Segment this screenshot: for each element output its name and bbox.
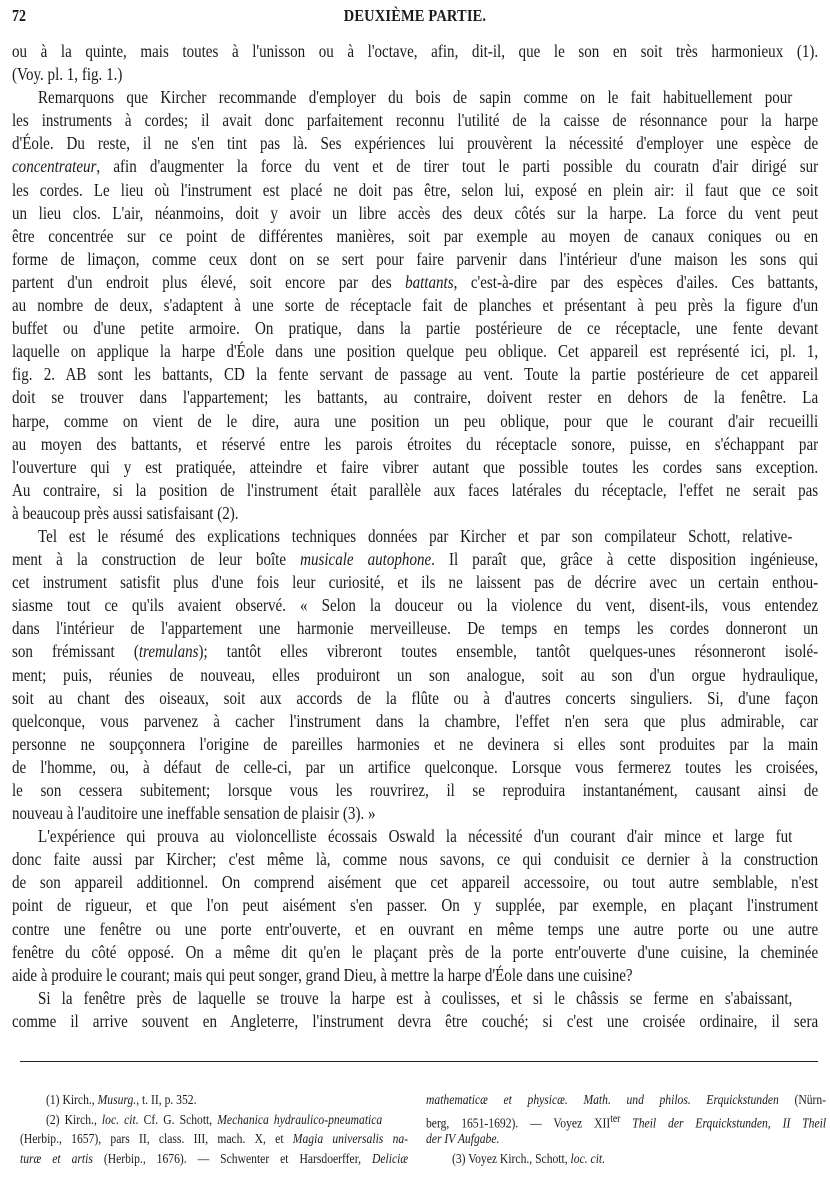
text-line-text: (Voy. pl. 1, fig. 1.) xyxy=(12,64,123,85)
text-line xyxy=(12,63,818,86)
text-line xyxy=(12,109,818,132)
text-line-text: les instruments à cordes; il avait donc parfaitement reconnu l'utilité de la caisse de résonnance pour la harpe xyxy=(12,110,819,131)
text-line-text: un lieu clos. L'air, néanmoins, doit y avoir un libre accès des deux côtés sur la harpe. La force du vent peut xyxy=(12,202,819,223)
text-line-text: l'ouverture qui y est pratiquée, atteindre et faire vibrer autant que possible toutes les cordes sans exception. xyxy=(12,456,819,477)
text-line xyxy=(12,433,818,456)
text-line-text: doit se trouver dans l'appartement; les battants, au contraire, doivent rester en dehors de la fenêtre. La xyxy=(12,387,819,408)
text-line xyxy=(12,594,818,617)
text-line xyxy=(12,825,818,848)
text-line-text: point de rigueur, et que l'on peut aisément s'en passer. On y supplée, par exemple, en plaçant l'instrument xyxy=(12,895,819,916)
footnote-line-text: der IV Aufgabe. xyxy=(426,1131,500,1146)
text-line-text: au nombre de deux, s'adaptent à une sorte de réceptacle fait de planches et présentant à peu près la figure d'un xyxy=(12,295,819,316)
text-line xyxy=(12,871,818,894)
text-line xyxy=(12,1010,818,1033)
text-line xyxy=(12,386,818,409)
text-line-text: donc faite aussi par Kircher; c'est même là, comme nous savons, ce qui conduisit ce dernier à la construction xyxy=(12,849,819,870)
text-line-text: être concentrée sur ce point de différentes manières, soit par exemple au moyen de canaux coniques ou en xyxy=(12,225,819,246)
text-line-text: Si la fenêtre près de laquelle se trouve la harpe est à coulisses, et si le châssis se ferme en s'abaissant, xyxy=(38,987,793,1008)
text-line-text: les cordes. Le lieu où l'instrument est placé ne doit pas être, selon lui, exposé en plein air: il faut que ce soit xyxy=(12,179,819,200)
text-line-text: ment à la construction de leur boîte musicale autophone. Il paraît que, grâce à cette disposition ingénieuse, xyxy=(12,549,819,570)
footnote-line-text: berg, 1651-1692). — Voyez $XII^{ter}$ Theil der Erquickstunden, II Theil xyxy=(426,1112,827,1130)
body-text xyxy=(12,40,818,1033)
text-line-text: partent d'un endroit plus élevé, soit encore par des battants, c'est-à-dire par des espèces d'ailes. Ces battants, xyxy=(12,271,819,292)
text-line-text: forme de limaçon, comme ceux dont on se sert pour faire parvenir dans l'intérieur d'une maison les sons qui xyxy=(12,248,819,269)
text-line-text: laquelle on applique la harpe d'Éole dans une position quelque peu oblique. Cet appareil est représenté ici, pl. 1, xyxy=(12,341,819,362)
text-line-text: harpe, comme on vient de le dire, aura une position un peu oblique, pour que le courant d'air recueilli xyxy=(12,410,819,431)
text-line-text: au moyen des battants, et réservé entre les parois étroites du réceptacle sonore, puisse, en s'échappant par xyxy=(12,433,819,454)
text-line-text: concentrateur, afin d'augmenter la force du vent et de tirer tout le parti possible du couratn d'air dirigé sur xyxy=(12,156,819,177)
text-line xyxy=(12,687,818,710)
footnote-line-text: turæ et artis (Herbip., 1676). — Schwenter et Harsdoerffer, Deliciæ xyxy=(20,1150,409,1166)
text-line xyxy=(12,479,818,502)
text-line xyxy=(12,941,818,964)
text-line-text: ment; puis, réunies de nouveau, elles produiront un son analogue, soit au son d'un orgue hydraulique, xyxy=(12,664,819,685)
text-line-text: fenêtre du côté opposé. On a même dit qu'en le plaçant près de la porte entr'ouverte d'une cuisine, la cheminée xyxy=(12,941,819,962)
text-line-text: aide à produire le courant; mais qui peut songer, grand Dieu, à mettre la harpe d'Éole dans une cuisine? xyxy=(12,964,633,985)
text-line-text: Remarquons que Kircher recommande d'employer du bois de sapin comme on le fait habituellement pour xyxy=(38,87,793,108)
text-line xyxy=(12,894,818,917)
text-line xyxy=(12,271,818,294)
text-line xyxy=(12,248,818,271)
text-line xyxy=(12,410,818,433)
text-line-text: son frémissant (tremulans); tantôt elles vibreront toutes ensemble, tantôt quelques-unes résonneront isolé- xyxy=(12,641,819,662)
text-line-text: personne ne soupçonnera l'origine de pareilles harmonies et ne devinera si elles sont produites par la main xyxy=(12,733,819,754)
text-line-text: comme il arrive souvent en Angleterre, l'instrument devra être couché; si c'est une croisée ordinaire, il sera xyxy=(12,1010,819,1031)
page-header xyxy=(12,6,818,30)
text-line xyxy=(12,710,818,733)
text-line xyxy=(12,848,818,871)
footnote-line xyxy=(426,1129,826,1149)
text-line-text: cet instrument satisfit plus d'une fois leur curiosité, et ils ne laissent pas de décrire avec un certain enthou- xyxy=(12,572,819,593)
footnote-line xyxy=(20,1090,408,1110)
text-line xyxy=(12,617,818,640)
text-line xyxy=(12,502,818,525)
text-line xyxy=(12,225,818,248)
text-line-text: à beaucoup près aussi satisfaisant (2). xyxy=(12,502,239,523)
text-line-text: contre une fenêtre ou une porte entr'ouverte, et en ouvrant en même temps une autre porte ou une autre xyxy=(12,918,819,939)
footnotes-left-column xyxy=(20,1090,408,1168)
text-line xyxy=(12,40,818,63)
text-line xyxy=(12,155,818,178)
text-line xyxy=(12,733,818,756)
footnote-line xyxy=(426,1149,826,1169)
text-line-text: L'expérience qui prouva au violoncelliste écossais Oswald la nécessité d'un courant d'air mince et large fut xyxy=(38,826,793,847)
text-line xyxy=(12,294,818,317)
text-line xyxy=(12,132,818,155)
footnote-line-text: mathematicæ et physicæ. Math. und philos. Erquickstunden (Nürn- xyxy=(426,1092,827,1107)
text-line xyxy=(12,640,818,663)
text-line-text: Au contraire, si la position de l'instrument était parallèle aux faces latérales du réceptacle, l'effet ne serait pas xyxy=(12,479,819,500)
text-line xyxy=(12,571,818,594)
footnote-line-text: (2) Kirch., loc. cit. Cf. G. Schott, Mechanica hydraulico-pneumatica xyxy=(46,1111,383,1127)
running-head: DEUXIÈME PARTIE. xyxy=(343,6,487,25)
page-number: 72 xyxy=(12,6,26,25)
footnote-line-text: (3) Voyez Kirch., Schott, loc. cit. xyxy=(452,1150,606,1166)
text-line xyxy=(12,340,818,363)
text-line-text: fig. 2. AB sont les battants, CD la fente servant de passage au vent. Toute la partie postérieure de cet appareil xyxy=(12,364,819,385)
text-line-text: soit au chant des oiseaux, soit aux accords de la flûte ou à d'autres concerts singuliers. Si, d'une façon xyxy=(12,687,819,708)
text-line xyxy=(12,918,818,941)
text-line-text: d'Éole. Du reste, il ne s'en tint pas là. Ses expériences lui prouvèrent la nécessité d'employer une espèce de xyxy=(12,133,819,154)
footnote-line xyxy=(20,1129,408,1149)
text-line-text: de l'homme, ou, à défaut de celle-ci, par un artifice quelconque. Lorsque vous fermerez toutes les croisées, xyxy=(12,756,819,777)
text-line-text: buffet ou d'une petite armoire. On pratique, dans la partie postérieure de ce réceptacle, une fente devant xyxy=(12,318,819,339)
text-line xyxy=(12,548,818,571)
text-line-text: quelconque, vous parvenez à cacher l'instrument dans la chambre, l'effet n'en sera que plus admirable, car xyxy=(12,710,819,731)
text-line-text: nouveau à l'auditoire une ineffable sensation de plaisir (3). » xyxy=(12,803,376,824)
text-line xyxy=(12,456,818,479)
footnote-line-text: (Herbip., 1657), pars II, class. III, mach. X, et Magia universalis na- xyxy=(20,1131,409,1146)
footnote-line xyxy=(20,1149,408,1169)
text-line-text: le son cessera subitement; lorsque vous les rouvrirez, il se reproduira instantanément, causant ainsi de xyxy=(12,780,819,800)
text-line xyxy=(12,664,818,687)
text-line xyxy=(12,317,818,340)
footnotes-right-column xyxy=(426,1090,826,1168)
text-line-text: dans l'intérieur de l'appartement une harmonie merveilleuse. De temps en temps les cordes donneront un xyxy=(12,618,819,639)
text-line-text: ou à la quinte, mais toutes à l'unisson ou à l'octave, afin, dit-il, que le son en soit très harmonieux (1). xyxy=(12,41,819,61)
text-line xyxy=(12,987,818,1010)
text-line xyxy=(12,363,818,386)
text-line-text: Tel est le résumé des explications techniques données par Kircher et par son compilateur Schott, relative- xyxy=(38,525,793,546)
text-line-text: siasme tout ce qu'ils avaient observé. « Selon la douceur ou la violence du vent, disent-ils, vous entendez xyxy=(12,595,819,616)
text-line xyxy=(12,756,818,779)
footnote-separator-rule xyxy=(20,1061,818,1062)
text-line-text: de son appareil additionnel. On comprend aisément que cet appareil accessoire, ou tout autre semblable, n'est xyxy=(12,872,819,893)
text-line xyxy=(12,525,818,548)
text-line xyxy=(12,86,818,109)
text-line xyxy=(12,202,818,225)
footnote-line xyxy=(426,1090,826,1110)
text-line xyxy=(12,802,818,825)
text-line xyxy=(12,964,818,987)
text-line xyxy=(12,779,818,802)
footnote-line xyxy=(426,1110,826,1130)
footnote-line-text: (1) Kirch., Musurg., t. II, p. 352. xyxy=(46,1092,197,1107)
text-line xyxy=(12,179,818,202)
footnote-line xyxy=(20,1110,408,1130)
